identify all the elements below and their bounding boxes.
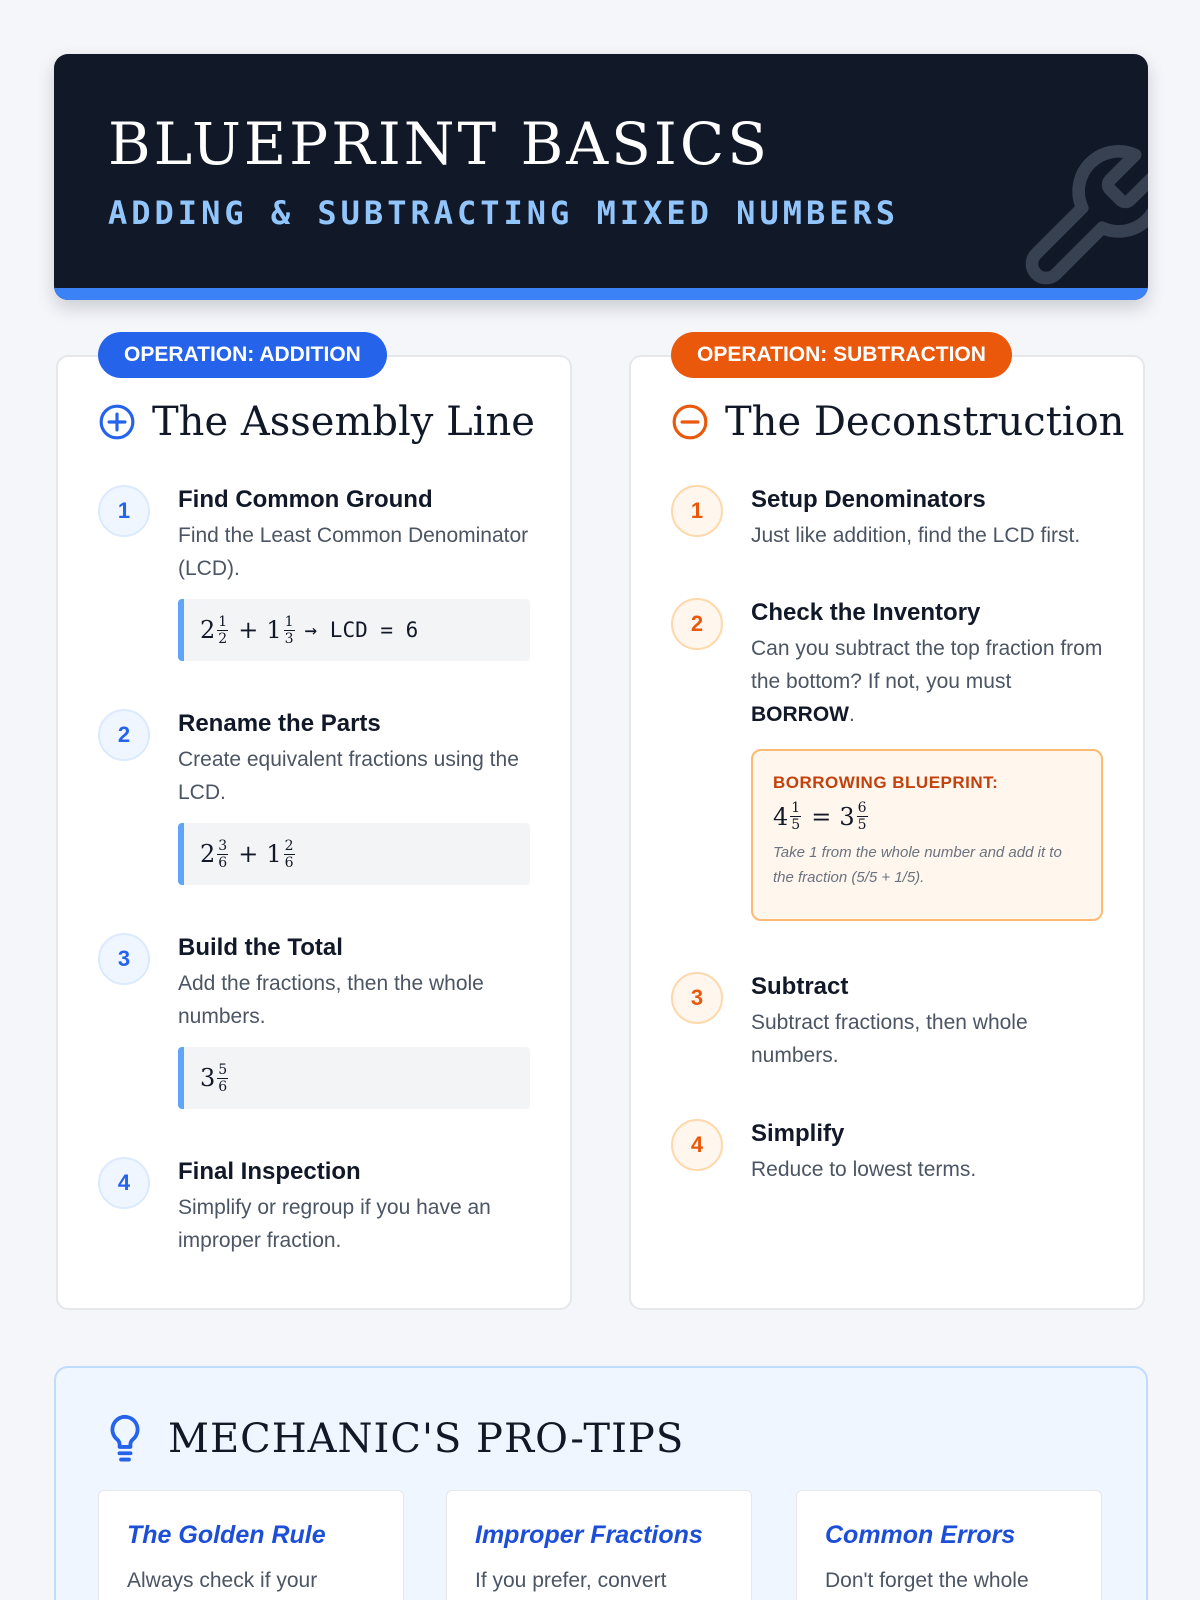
step-title: Build the Total <box>178 934 343 961</box>
lightbulb-icon <box>106 1412 144 1466</box>
subtraction-card <box>629 343 1145 1310</box>
step-title: Check the Inventory <box>751 599 981 626</box>
step-number: 4 <box>671 1119 723 1171</box>
tip-title: Common Errors <box>825 1521 1016 1549</box>
math-example: 2 $\frac{3}{6}$ + 1 $\frac{2}{6}$ <box>178 823 530 885</box>
step-description <box>751 632 1111 731</box>
step-title: Final Inspection <box>178 1158 361 1185</box>
plus-circle-icon <box>98 403 136 441</box>
tip-text: If you prefer, convert <box>475 1569 667 1592</box>
step-number: 4 <box>98 1157 150 1209</box>
tip-card-common-errors <box>796 1490 1102 1600</box>
addition-badge: OPERATION: ADDITION <box>98 332 387 378</box>
subtraction-heading-text: The Deconstruction <box>725 399 1125 445</box>
addition-heading-text: The Assembly Line <box>152 399 535 445</box>
page-subtitle: ADDING & SUBTRACTING MIXED NUMBERS <box>108 194 900 232</box>
step-title: Simplify <box>751 1120 845 1147</box>
step-description: Create equivalent fractions using the LCD. <box>178 748 519 804</box>
borrowing-blueprint-box <box>751 749 1103 921</box>
page-header <box>54 54 1148 300</box>
step-description: Just like addition, find the LCD first. <box>751 524 1081 547</box>
step-number: 1 <box>671 485 723 537</box>
subtraction-heading <box>671 399 1124 445</box>
step-description: Add the fractions, then the whole numbers. <box>178 972 484 1028</box>
tip-card-improper-fractions <box>446 1490 752 1600</box>
tip-title: The Golden Rule <box>127 1521 326 1549</box>
step-description-text: Can you subtract the top fraction from the bottom? If not, you must <box>751 637 1103 693</box>
step-title: Find Common Ground <box>178 486 433 513</box>
tip-title: Improper Fractions <box>475 1521 703 1549</box>
lcd-result: → LCD = 6 <box>304 618 419 642</box>
pro-tips-title: MECHANIC'S PRO-TIPS <box>168 1416 685 1462</box>
step-number: 2 <box>671 598 723 650</box>
math-example: 3 $\frac{5}{6}$ <box>178 1047 530 1109</box>
step-description-end: . <box>849 703 855 726</box>
tip-card-golden-rule <box>98 1490 404 1600</box>
borrowing-note: Take 1 from the whole number and add it to the fraction (5/5 + 1/5). <box>773 844 1062 886</box>
borrow-keyword: BORROW <box>751 703 849 726</box>
tip-text: Don't forget the whole <box>825 1569 1029 1592</box>
wrench-icon <box>1012 138 1148 298</box>
step-number: 2 <box>98 709 150 761</box>
tip-text: Always check if your <box>127 1569 318 1592</box>
borrowing-title: BORROWING BLUEPRINT: <box>773 773 999 792</box>
step-title: Rename the Parts <box>178 710 381 737</box>
step-description: Find the Least Common Denominator (LCD). <box>178 524 529 580</box>
subtraction-badge: OPERATION: SUBTRACTION <box>671 332 1012 378</box>
addition-card <box>56 343 572 1310</box>
step-title: Subtract <box>751 973 849 1000</box>
minus-circle-icon <box>671 403 709 441</box>
step-number: 3 <box>671 972 723 1024</box>
header-accent-bar <box>54 288 1148 300</box>
borrowing-math: 4 $\frac{1}{5}$ = 3 $\frac{6}{5}$ <box>773 800 867 833</box>
step-title: Setup Denominators <box>751 486 986 513</box>
step-description: Simplify or regroup if you have an improper fraction. <box>178 1196 491 1252</box>
pro-tips-section <box>54 1366 1148 1600</box>
step-number: 1 <box>98 485 150 537</box>
page-title: BLUEPRINT BASICS <box>108 110 770 178</box>
addition-heading <box>98 399 535 445</box>
step-number: 3 <box>98 933 150 985</box>
step-description: Subtract fractions, then whole numbers. <box>751 1011 1028 1067</box>
math-example: 2 $\frac{1}{2}$ + 1 $\frac{1}{3}$ → LCD = 6 <box>178 599 530 661</box>
pro-tips-heading <box>106 1412 684 1466</box>
step-description: Reduce to lowest terms. <box>751 1158 977 1181</box>
